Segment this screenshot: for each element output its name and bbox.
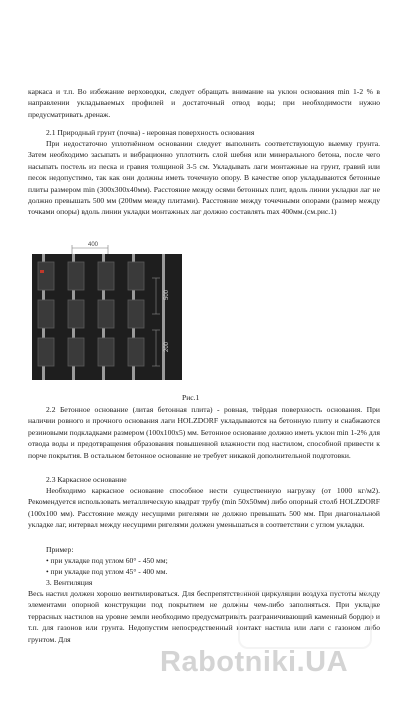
figure-caption: Рис.1 bbox=[182, 392, 200, 402]
paragraph-intro: каркаса и т.п. Во избежание верховодки, следует обращать внимание на уклон основания min 1-2 % в направлении укладываемых профилей и достаточный отвод воды; при необходимости нужно предусматривать дренаж. bbox=[28, 87, 380, 119]
example-label: Пример: bbox=[46, 545, 74, 554]
watermark-logo: Rabotniki.UA bbox=[160, 646, 349, 678]
heading-2-3: 2.3 Каркасное основание bbox=[46, 475, 127, 484]
paragraph-2-3: Необходимо каркасное основание способное нести существенную нагрузку (от 1000 кг/м2). Рекомендуется использовать металлическую квадрат трубу (min 50х50мм) либо опорный столб HOLZDORF (100х100 мм). Расстояние между несущими ригелями не должно превышать 500 мм. При диагональной укладке лаг, интервал между несущими ригелями должен уменьшаться в соответствии с углом укладки. bbox=[28, 486, 380, 530]
watermark-ghost-shape bbox=[238, 590, 372, 649]
example-bullet-1: • при укладке под углом 60° - 450 мм; bbox=[46, 556, 168, 565]
red-marker bbox=[40, 270, 44, 273]
example-bullet-2: • при укладке под углом 45° - 400 мм. bbox=[46, 567, 168, 576]
paragraph-2-1: При недостаточно уплотнённом основании следует выполнить соответствующую выемку грунта. Затем необходимо засыпать и вибрационно уплотнить слой шебня или минерального бетона, после чего насыпать постель из песка и гравия толщиной 3-5 см. Укладывать лаги монтажные на грунт, гравий или песок недопустимо, так как они должны иметь точечную опору. В качестве опор укладываются бетонные плиты размером min (300х300х40мм). Расстояние между осями бетонных плит, вдоль линии укладки лаг не должно превышать 500 мм (200мм между плитами). Расстояние между точечными опорами (размер между точками опоры) вдоль линии укладки монтажных лаг должно составлять max 400мм.(см.рис.1) bbox=[28, 139, 380, 217]
paragraph-2-2: 2.2 Бетонное основание (литая бетонная плита) - ровная, твёрдая поверхность основания. При наличии ровного и прочного основания лаги HOLZDORF укладываются на бетонную плиту и снабжаются резиновыми подкладками размером (100х100х5) мм. Бетонное основание должно иметь уклон min 1-2% для отвода воды и предотвращения образования повышенной влажности под настилом, способной привести к порче покрытия. В остальном бетонное основание не требует никакой дополнительной подготовки. bbox=[28, 405, 380, 460]
heading-3: 3. Вентиляция bbox=[46, 578, 93, 587]
heading-2-1: 2.1 Природный грунт (почва) - неровная поверхность основания bbox=[46, 128, 255, 137]
figure-slab-layout bbox=[32, 238, 182, 380]
paragraph-3: Весь настил должен хорошо вентилироваться. Для беспрепятственной циркуляции воздуха пустоты между элементами опорной конструкции под покрытием не должны чем-либо заполняться. При укладке террасных настилов на уровне земли необходимо предусматривать разграничивающий каменный бордюр и т.п. для газонов или грунта. Недопустим непосредственный контакт настила или лаги с газоном либо грунтом. Для bbox=[28, 589, 380, 644]
dimension-right-label-1: 500 bbox=[164, 289, 170, 300]
slab-layout-diagram bbox=[32, 238, 182, 380]
dimension-right-label-2: 200 bbox=[164, 341, 170, 352]
dimension-top-label: 400 bbox=[88, 242, 99, 248]
